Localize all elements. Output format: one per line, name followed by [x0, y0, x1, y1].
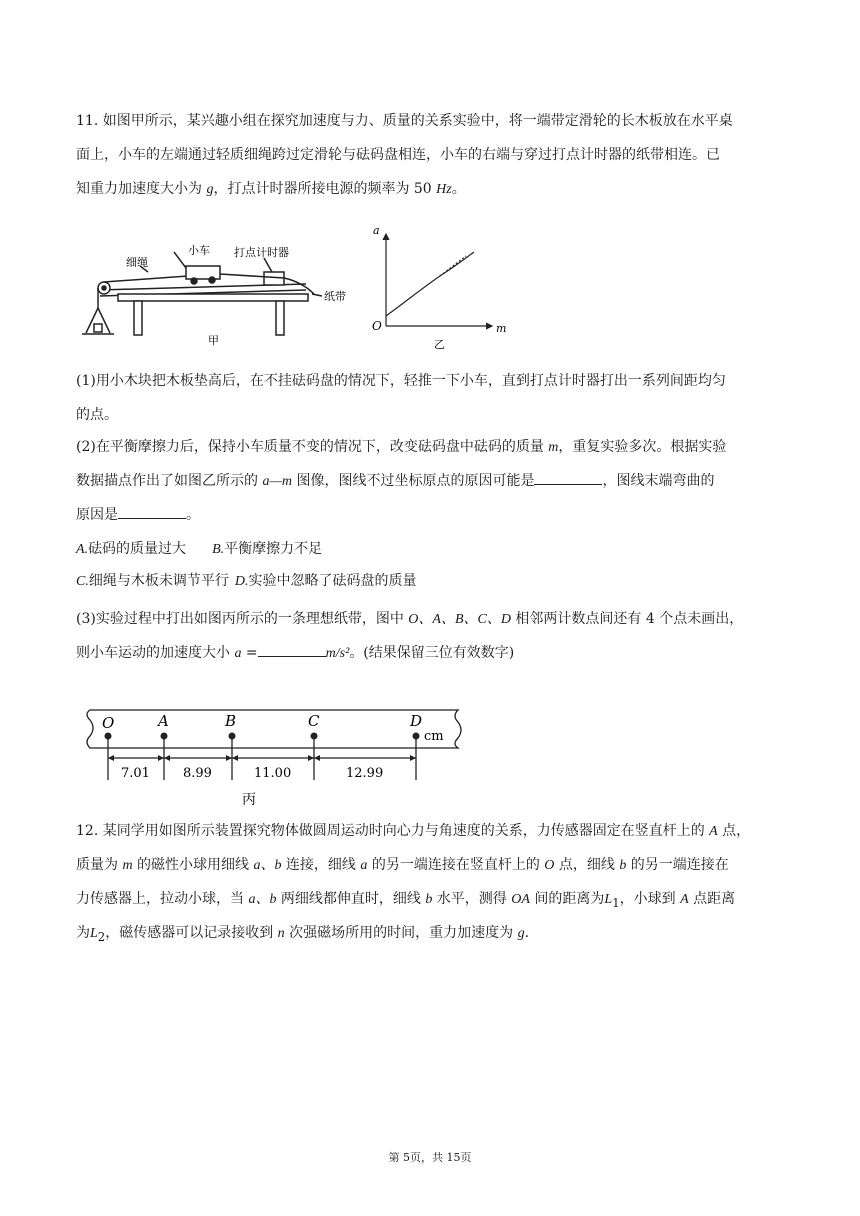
caption-jia: 甲 — [208, 334, 219, 347]
graph-dashed-extension — [440, 256, 466, 276]
q11-line-1: 11. 如图甲所示，某兴趣小组在探究加速度与力、质量的关系实验中，将一端带定滑轮的长木板放在水平桌 — [76, 113, 733, 129]
tape-distance-cd: 12.99 — [346, 766, 384, 781]
tape-label-o: O — [102, 714, 115, 732]
graph-x-label: m — [496, 322, 507, 335]
tape-label-d: D — [410, 712, 423, 730]
answer-blank-1[interactable] — [534, 470, 602, 485]
option-c-letter: C. — [76, 574, 89, 589]
q11-options-cd — [76, 566, 788, 597]
page-footer: 第 5页，共 15页 — [388, 1151, 472, 1164]
q11-part3-line-1: (3)实验过程中打出如图丙所示的一条理想纸带，图中 O、A、B、C、D 相邻两计数点间还有 4 个点未画出， — [76, 611, 744, 627]
tape-point-d — [413, 733, 420, 740]
q11-line-2: 面上，小车的左端通过轻质细绳跨过定滑轮与砝码盘相连，小车的右端与穿过打点计时器的纸带相连。已 — [76, 147, 720, 163]
option-b: 平衡摩擦力不足 — [224, 541, 323, 557]
q11-options-ab — [76, 534, 788, 565]
label-timer: 打点计时器 — [234, 246, 289, 259]
q11-part2-line-3: 原因是 。 — [76, 500, 788, 530]
option-c: 细绳与木板未调节平行 — [88, 573, 229, 589]
tape-point-a — [161, 733, 168, 740]
q12-line-4: 为$L_2$，磁传感器可以记录接收到 n 次强磁场所用的时间，重力加速度为 g. — [76, 925, 530, 944]
answer-blank-3[interactable] — [258, 642, 326, 657]
graph-curve — [386, 252, 474, 316]
tape-distance-bc: 11.00 — [254, 766, 292, 781]
tape-point-o — [105, 733, 112, 740]
q12-line-3: 力传感器上，拉动小球，当 a、b 两细线都伸直时，细线 b 水平，测得 OA 间的距离为$L_1$，小球到 A 点距离 — [76, 891, 736, 910]
tape-unit: cm — [424, 729, 444, 744]
figure-jia-apparatus — [78, 238, 348, 350]
tape-label-b: B — [225, 712, 237, 730]
q11-part3-line-2: 则小车运动的加速度大小 a = m/s²。(结果保留三位有效数字) — [76, 638, 788, 669]
label-cart: 小车 — [188, 244, 210, 257]
q11-part2-line-1: (2)在平衡摩擦力后，保持小车质量不变的情况下，改变砝码盘中砝码的质量 m，重复实验多次。根据实验 — [76, 439, 727, 455]
label-rope: 细绳 — [126, 256, 148, 269]
option-d: 实验中忽略了砝码盘的质量 — [248, 573, 417, 589]
q11-part2-line-2: 数据描点作出了如图乙所示的 a—m 图像，图线不过坐标原点的原因可能是 ，图线末端弯曲的 — [76, 466, 788, 497]
option-d-letter: D. — [234, 574, 249, 589]
answer-blank-2[interactable] — [118, 504, 186, 519]
tape-distance-oa: 7.01 — [121, 766, 150, 781]
tape-point-c — [311, 733, 318, 740]
q11-part1-line-2: 的点。 — [76, 407, 118, 423]
caption-yi: 乙 — [434, 338, 445, 351]
graph-y-label: a — [373, 224, 380, 237]
tape-distance-ab: 8.99 — [183, 766, 212, 781]
tape-label-a: A — [158, 712, 169, 730]
option-b-letter: B. — [212, 542, 225, 557]
figure-yi-graph — [368, 222, 514, 352]
option-a: 砝码的质量过大 — [88, 541, 187, 557]
figure-bing-tape — [80, 704, 464, 810]
caption-bing: 丙 — [242, 792, 256, 808]
label-tape: 纸带 — [324, 290, 346, 303]
option-a-letter: A. — [76, 542, 89, 557]
graph-origin-label: O — [372, 319, 382, 333]
q11-line-3: 知重力加速度大小为 g，打点计时器所接电源的频率为 50 Hz。 — [76, 181, 466, 197]
q12-line-2: 质量为 m 的磁性小球用细线 a、b 连接，细线 a 的另一端连接在竖直杆上的 O 点，细线 b 的另一端连接在 — [76, 857, 729, 873]
tape-point-b — [229, 733, 236, 740]
q12-line-1: 12. 某同学用如图所示装置探究物体做圆周运动时向心力与角速度的关系，力传感器固定在竖直杆上的 A 点， — [76, 823, 751, 839]
q11-part1-line-1: (1)用小木块把木板垫高后，在不挂砝码盘的情况下，轻推一下小车，直到打点计时器打出一系列间距均匀 — [76, 373, 726, 389]
tape-label-c: C — [308, 712, 320, 730]
tape-outline — [87, 710, 461, 748]
